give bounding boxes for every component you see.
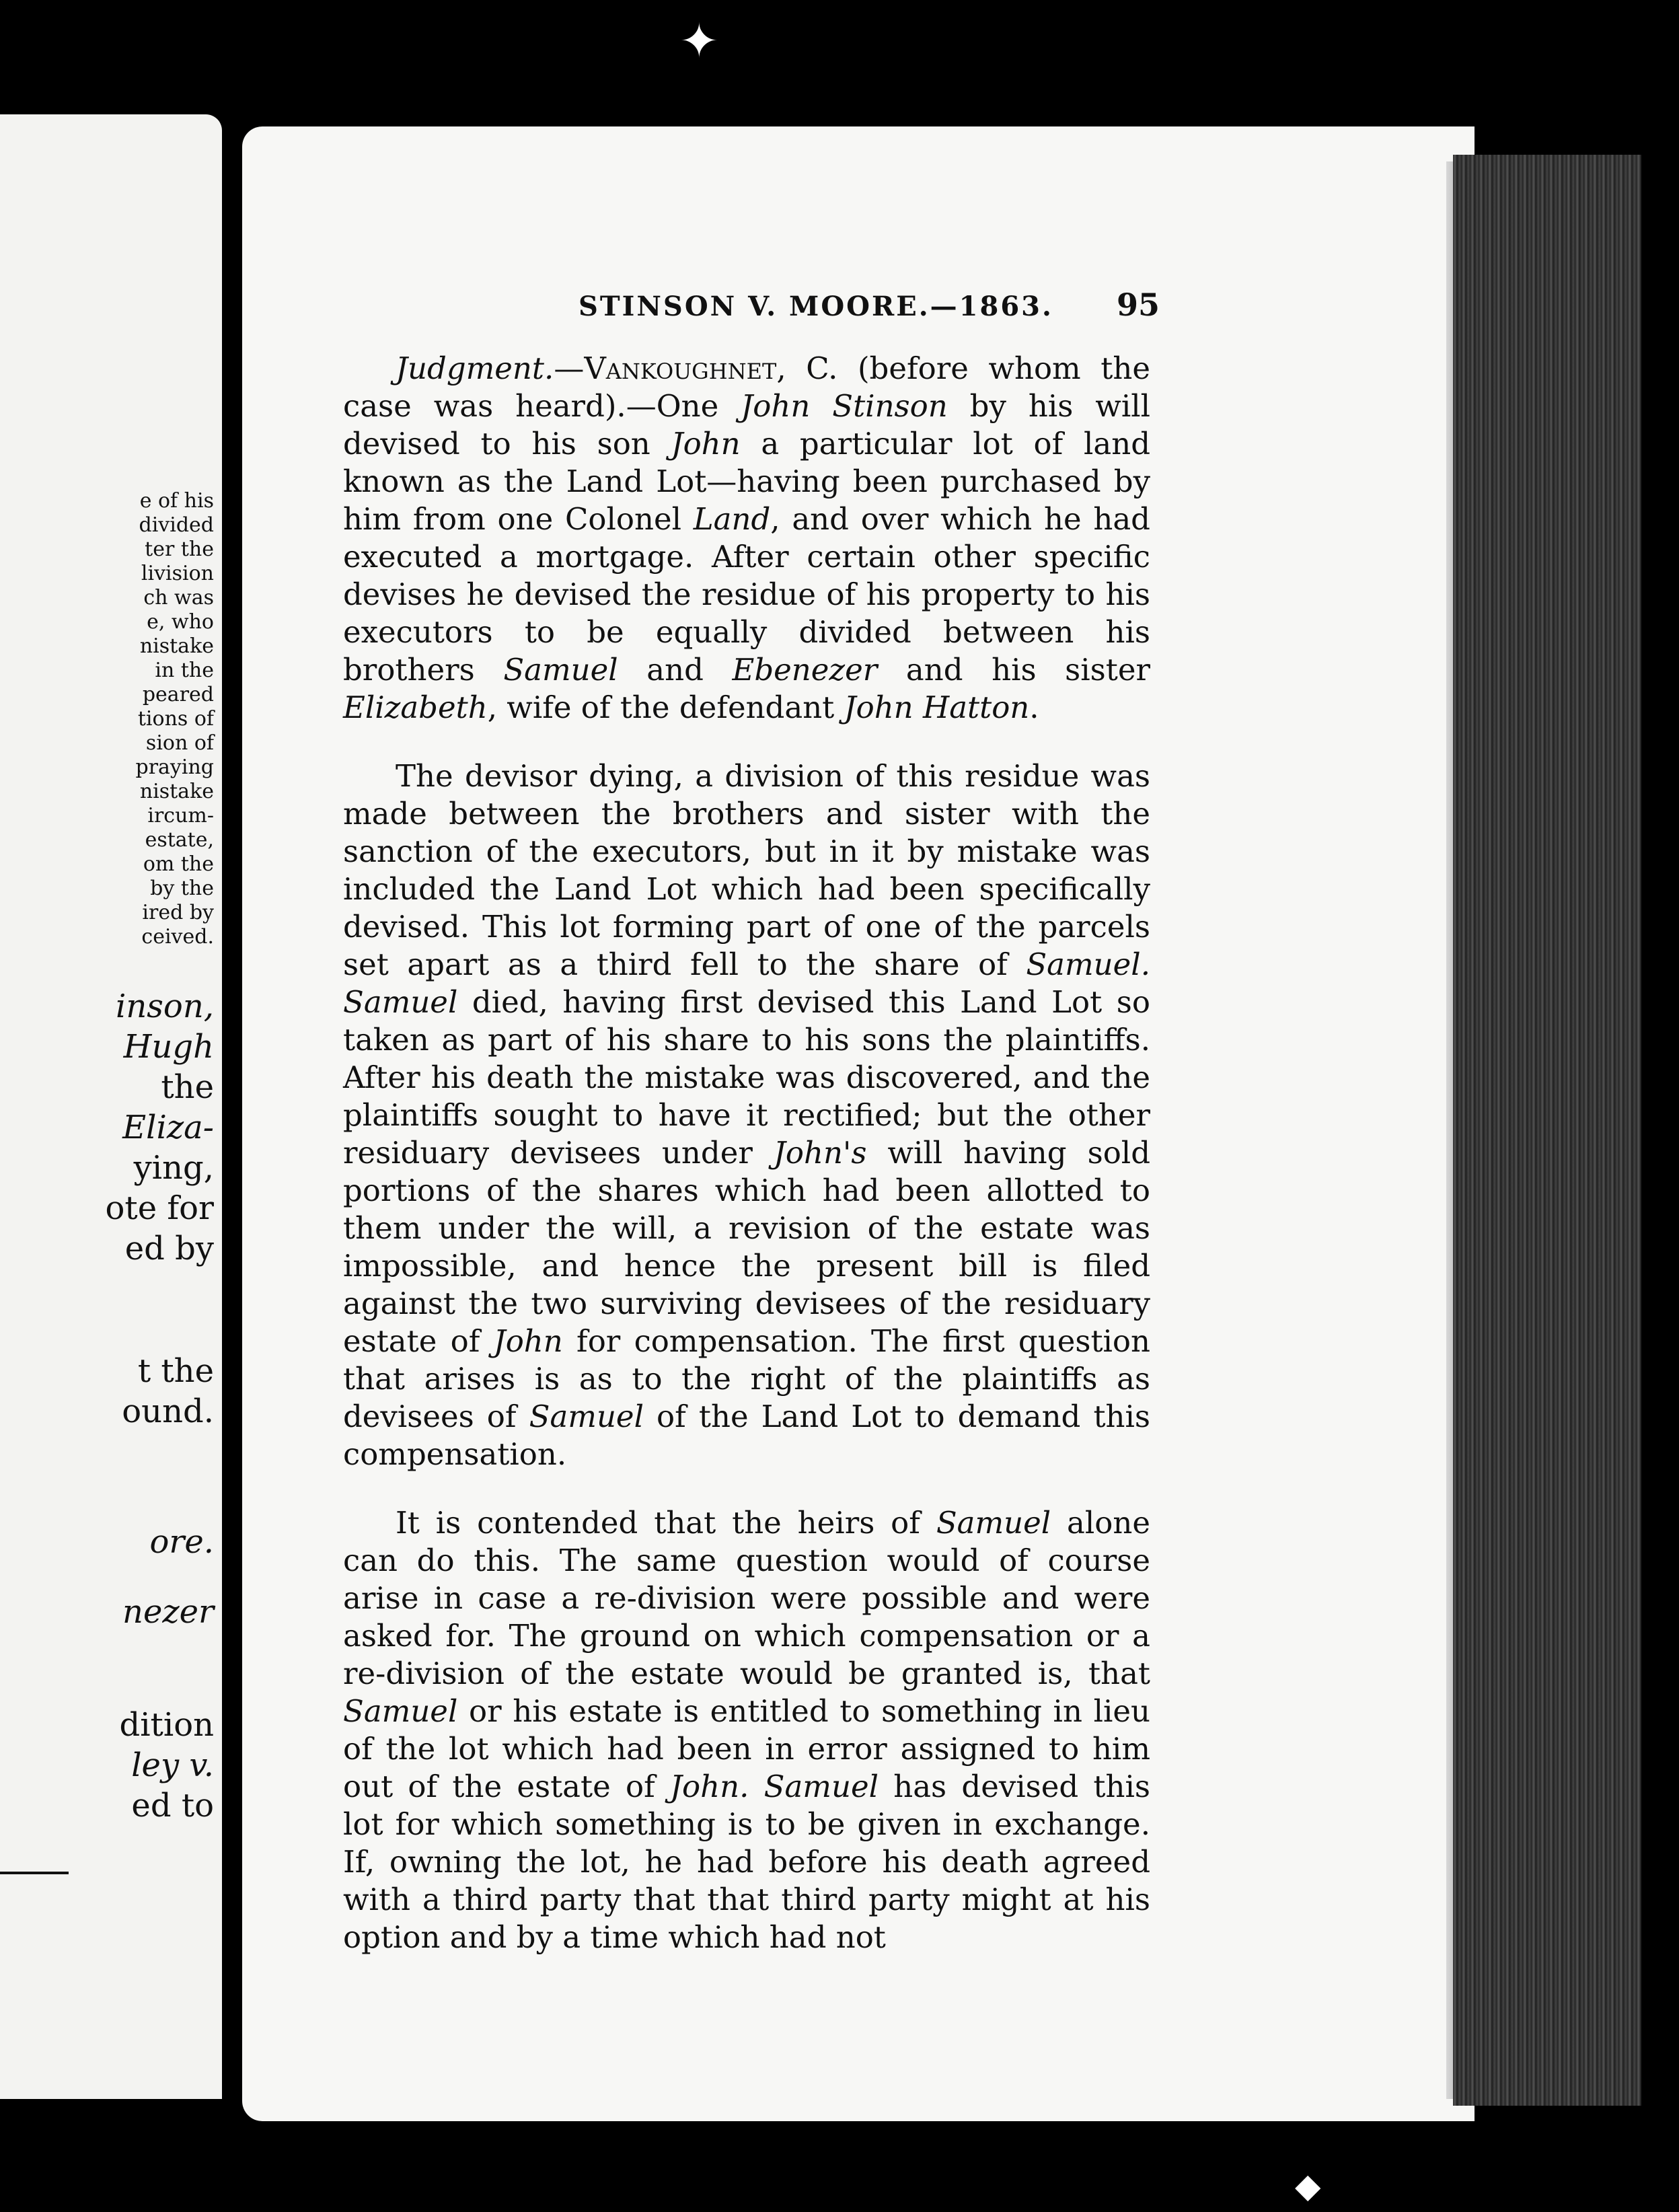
left-fragment: om the <box>143 852 214 876</box>
left-fragment: divided <box>139 513 214 537</box>
left-fragment: ote for <box>105 1189 214 1227</box>
page-number: 95 <box>1117 287 1160 323</box>
left-fragment: ircum- <box>147 804 214 827</box>
left-fragment: ch was <box>143 586 214 610</box>
left-fragment: ley v. <box>131 1746 214 1784</box>
left-fragment: e of his <box>139 489 214 513</box>
paragraph-contended: It is contended that the heirs of Samuel alone can do this. The same question would of course arise in case a re-division were possible and were asked for. The ground on which compensation or a re-division of the estate would be granted is, that Samuel or his estate is entitled to something in lieu of the lot which had been in error assigned to him out of the estate of John. Samuel has devised this lot for which something is to be given in exchange. If, owning the lot, he had before his death agreed with a third party that that third party might at his option and by a time which had not <box>343 1505 1150 1955</box>
left-fragment: nistake <box>139 634 214 658</box>
left-fragment: ired by <box>142 901 214 924</box>
left-fragment: tions of <box>137 707 214 731</box>
scan-speck: ◆ <box>1295 2166 1321 2205</box>
left-page <box>0 114 222 2099</box>
left-fragment: ying, <box>133 1149 214 1187</box>
left-fragment: ed to <box>131 1787 214 1824</box>
left-fragment: inson, <box>116 988 214 1025</box>
left-fragment: Hugh <box>123 1028 214 1066</box>
left-fragment: in the <box>155 659 214 682</box>
left-fragment: estate, <box>145 828 214 852</box>
page-stack-edge <box>1453 155 1641 2106</box>
scan-speck: ✦ <box>679 13 719 69</box>
left-fragment: peared <box>142 683 214 706</box>
paragraph-devisor: The devisor dying, a division of this residue was made between the brothers and sister with the sanction of the executors, but in it by mistake was included the Land Lot which had been specifically devised. This lot forming part of one of the parcels set apart as a third fell to the share of Samuel. Samuel died, having first devised this Land Lot so taken as part of his share to his sons the plaintiffs. After his death the mistake was discovered, and the plaintiffs sought to have it rectified; but the other residuary devisees under John's will having sold portions of the shares which had been allotted to them under the will, a revision of the estate was impossible, and hence the present bill is filed against the two surviving devisees of the residuary estate of John for compensation. The first question that arises is as to the right of the plaintiffs as devisees of Samuel of the Land Lot to demand this compensation. <box>343 758 1151 1472</box>
paragraph-judgment: Judgment.—Vankoughnet, C. (before whom the case was heard).—One John Stinson by his will devised to his son John a particular lot of land known as the Land Lot—having been purchased by him from one Colonel Land, and over which he had executed a mortgage. After certain other specific devises he devised the residue of his property to his executors to be equally divided between his brothers Samuel and Ebenezer and his sister Elizabeth, wife of the defendant John Hatton. <box>343 351 1150 725</box>
left-fragment: ed by <box>124 1230 214 1267</box>
left-fragment: livision <box>141 562 214 585</box>
left-fragment: ter the <box>145 538 214 561</box>
left-fragment: ceived. <box>141 925 214 949</box>
left-fragment: sion of <box>145 731 214 755</box>
footnote-rule <box>0 1872 69 1874</box>
left-fragment: by the <box>150 877 214 900</box>
body-text <box>343 350 1150 1987</box>
left-fragment: Eliza- <box>122 1109 214 1146</box>
left-fragment: t the <box>137 1352 214 1390</box>
left-fragment: the <box>161 1068 214 1106</box>
left-fragment: praying <box>135 755 214 779</box>
left-fragment: e, who <box>147 610 214 634</box>
left-fragment: dition <box>119 1706 214 1744</box>
left-fragment: nezer <box>122 1593 214 1631</box>
left-fragment: nistake <box>139 780 214 803</box>
left-fragment: ound. <box>122 1393 214 1430</box>
left-fragment: ore. <box>149 1523 214 1561</box>
running-head: STINSON V. MOORE.—1863. <box>579 291 1053 322</box>
